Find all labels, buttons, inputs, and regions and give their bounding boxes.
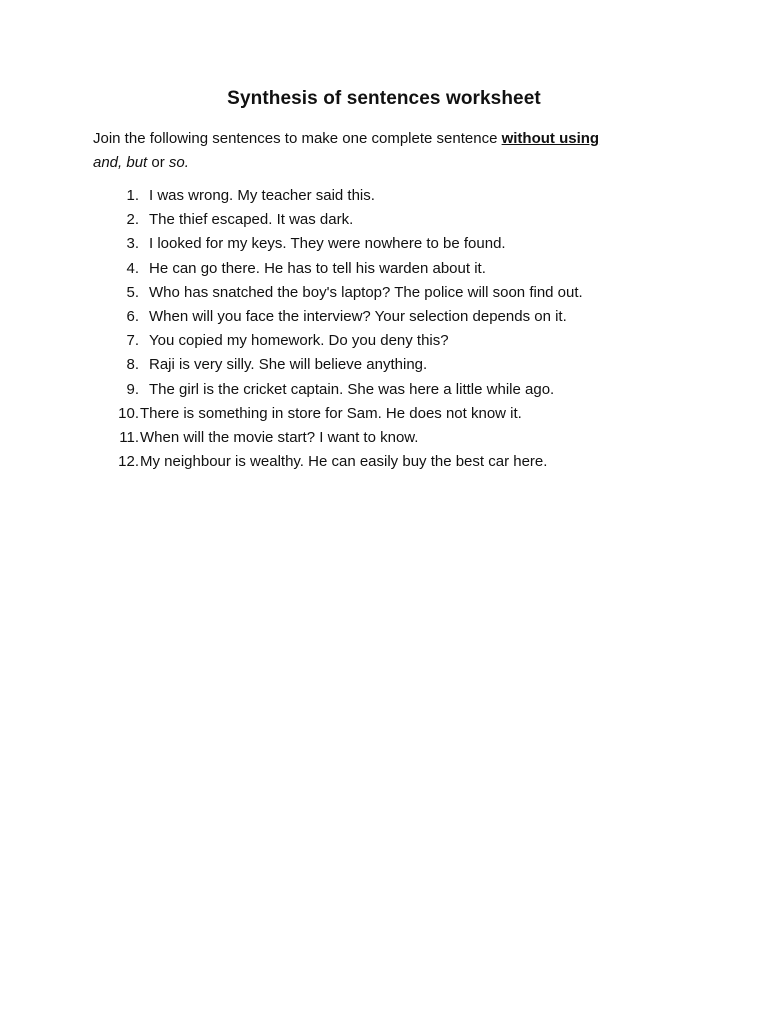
instructions bbox=[93, 127, 673, 175]
item-text: My neighbour is wealthy. He can easily buy the best car here. bbox=[140, 453, 548, 471]
list-item bbox=[93, 329, 693, 353]
item-number: 6. bbox=[126, 307, 139, 325]
list-item bbox=[93, 426, 693, 450]
item-text: He can go there. He has to tell his warden about it. bbox=[149, 259, 486, 277]
item-number: 1. bbox=[126, 187, 139, 204]
list-item bbox=[93, 184, 693, 208]
item-number: 11. bbox=[119, 428, 139, 446]
item-text: I looked for my keys. They were nowhere to be found. bbox=[149, 235, 506, 253]
item-text: There is something in store for Sam. He does not know it. bbox=[140, 404, 522, 422]
item-text: Raji is very silly. She will believe anything. bbox=[149, 356, 428, 374]
list-item bbox=[93, 353, 693, 377]
item-number: 3. bbox=[126, 235, 139, 253]
sentence-list bbox=[93, 184, 693, 474]
item-number: 2. bbox=[126, 211, 139, 229]
item-text: The thief escaped. It was dark. bbox=[149, 211, 354, 229]
instructions-so: so. bbox=[168, 154, 189, 171]
item-text: The girl is the cricket captain. She was here a little while ago. bbox=[149, 380, 555, 398]
item-text: I was wrong. My teacher said this. bbox=[149, 187, 375, 204]
item-text: When will the movie start? I want to know. bbox=[140, 428, 419, 446]
item-text: You copied my homework. Do you deny this? bbox=[149, 332, 449, 350]
item-number: 8. bbox=[126, 356, 139, 374]
list-item bbox=[93, 450, 693, 474]
item-text: When will you face the interview? Your selection depends on it. bbox=[149, 307, 567, 325]
item-number: 10. bbox=[118, 404, 139, 422]
list-item bbox=[93, 208, 693, 232]
item-number: 9. bbox=[126, 380, 139, 398]
item-text: Who has snatched the boy's laptop? The police will soon find out. bbox=[149, 283, 583, 301]
instructions-or: or bbox=[147, 154, 169, 171]
item-number: 5. bbox=[126, 283, 139, 301]
item-number: 12. bbox=[118, 453, 139, 471]
list-item bbox=[93, 402, 693, 426]
list-item bbox=[93, 257, 693, 281]
instructions-text: Join the following sentences to make one complete sentence bbox=[93, 130, 502, 147]
item-number: 4. bbox=[126, 259, 139, 277]
instructions-emphasis: without using bbox=[501, 130, 600, 147]
instructions-conjunctions: and, but bbox=[93, 154, 148, 171]
list-item bbox=[93, 232, 693, 256]
list-item bbox=[93, 281, 693, 305]
list-item bbox=[93, 378, 693, 402]
item-number: 7. bbox=[126, 332, 139, 350]
page-title: Synthesis of sentences worksheet bbox=[227, 88, 541, 109]
list-item bbox=[93, 305, 693, 329]
